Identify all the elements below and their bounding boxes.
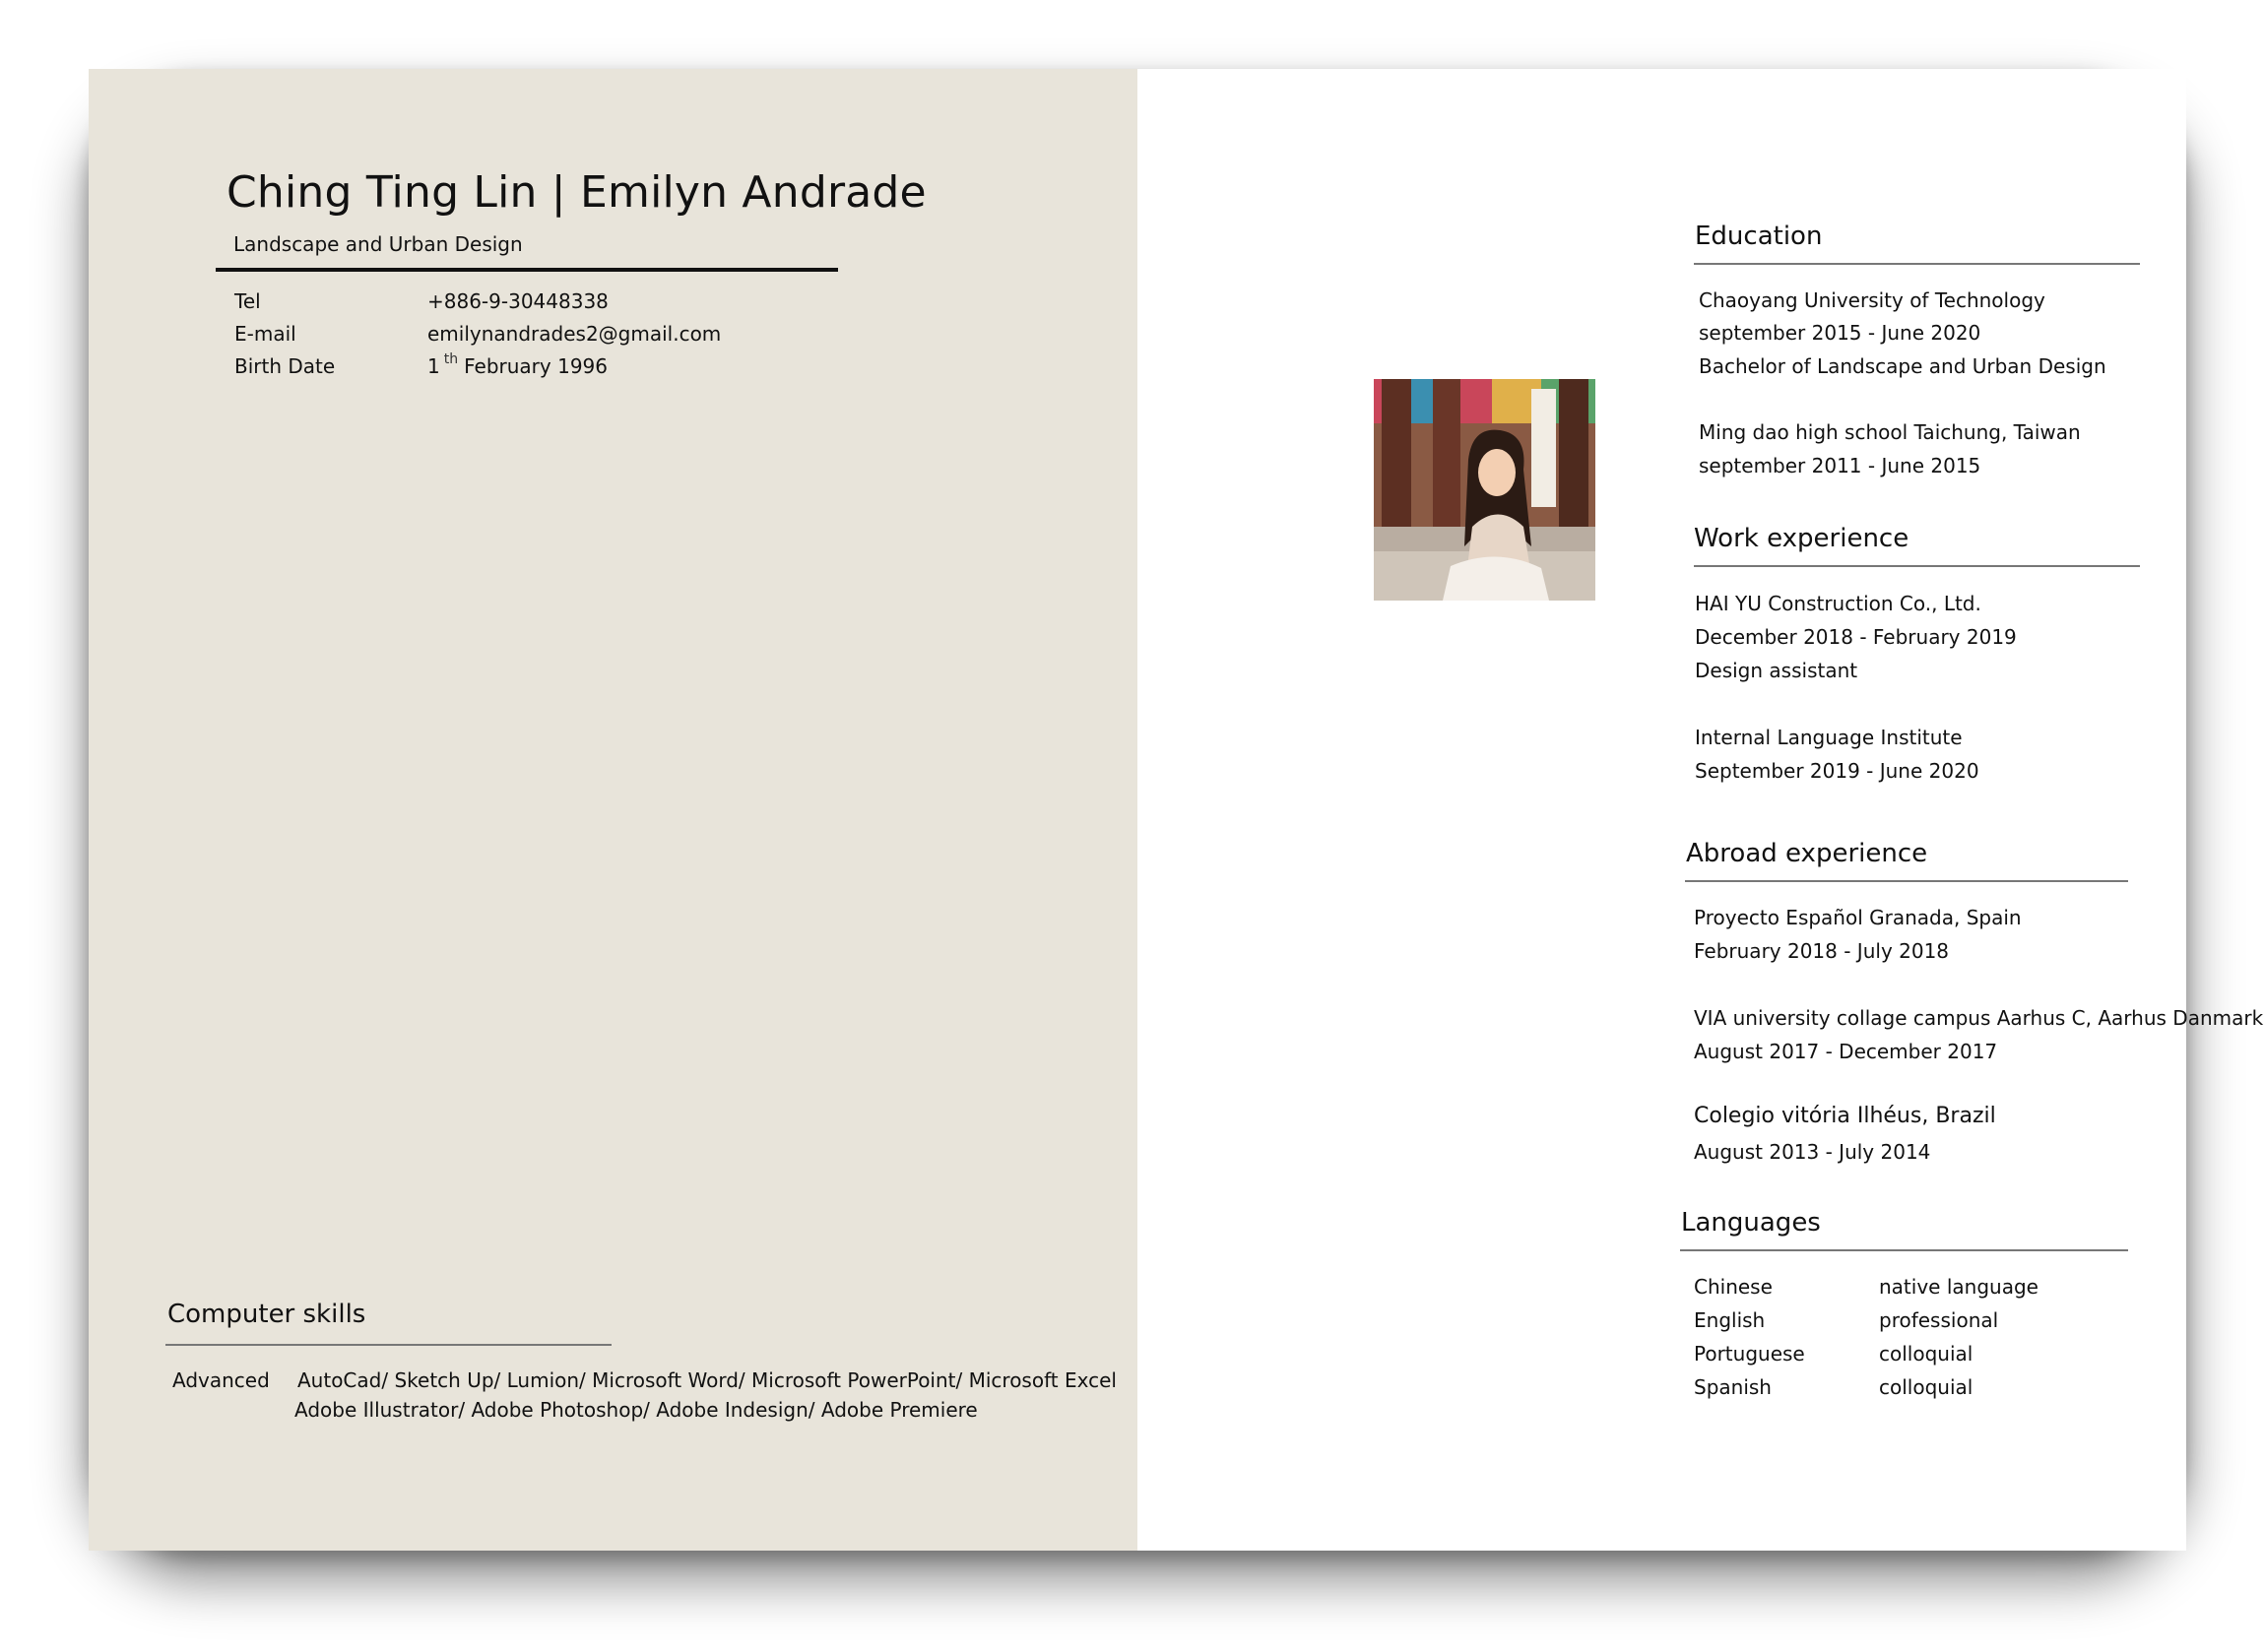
education-item: Bachelor of Landscape and Urban Design xyxy=(1699,354,2106,378)
contact-label-birth: Birth Date xyxy=(234,354,336,378)
education-rule xyxy=(1694,263,2140,265)
abroad-item: August 2017 - December 2017 xyxy=(1694,1040,1998,1063)
work-item: Internal Language Institute xyxy=(1695,726,1963,749)
abroad-title: Abroad experience xyxy=(1686,839,1928,868)
skills-level: Advanced xyxy=(172,1368,270,1392)
work-rule xyxy=(1694,565,2140,567)
birth-day-suffix: th xyxy=(443,351,459,367)
languages-rule xyxy=(1680,1249,2128,1251)
language-name: Portuguese xyxy=(1694,1342,1805,1366)
resume-card xyxy=(89,69,2264,1551)
education-item: Chaoyang University of Technology xyxy=(1699,288,2045,312)
abroad-rule xyxy=(1685,880,2128,882)
left-panel xyxy=(89,69,1137,1551)
work-item: December 2018 - February 2019 xyxy=(1695,625,2017,649)
contact-value-tel: +886-9-30448338 xyxy=(427,289,609,313)
profile-photo xyxy=(1374,379,1595,601)
skills-line-1: AutoCad/ Sketch Up/ Lumion/ Microsoft Word/ Microsoft PowerPoint/ Microsoft Excel xyxy=(297,1368,1117,1392)
work-item: HAI YU Construction Co., Ltd. xyxy=(1695,592,1981,615)
contact-value-birth xyxy=(427,351,608,378)
profile-photo-illustration xyxy=(1374,379,1595,601)
languages-title: Languages xyxy=(1681,1208,1821,1238)
language-name: Chinese xyxy=(1694,1275,1773,1299)
work-item: Design assistant xyxy=(1695,659,1858,682)
abroad-item: VIA university collage campus Aarhus C, Aarhus Danmark xyxy=(1694,1006,2264,1030)
abroad-item: February 2018 - July 2018 xyxy=(1694,939,1950,963)
right-panel xyxy=(1137,69,2264,1551)
language-name: Spanish xyxy=(1694,1375,1772,1399)
language-level: professional xyxy=(1879,1308,1999,1332)
contact-value-email: emilynandrades2@gmail.com xyxy=(427,322,722,346)
computer-skills-rule xyxy=(165,1344,612,1346)
header-divider xyxy=(216,268,838,272)
work-title: Work experience xyxy=(1694,524,1909,553)
education-item: september 2015 - June 2020 xyxy=(1699,321,1981,345)
birth-month-year: February 1996 xyxy=(464,354,608,378)
language-level: native language xyxy=(1879,1275,2038,1299)
resume-subtitle: Landscape and Urban Design xyxy=(233,232,523,256)
language-level: colloquial xyxy=(1879,1342,1974,1366)
contact-label-email: E-mail xyxy=(234,322,296,346)
education-item: september 2011 - June 2015 xyxy=(1699,454,1981,477)
resume-name: Ching Ting Lin | Emilyn Andrade xyxy=(226,167,927,218)
language-level: colloquial xyxy=(1879,1375,1974,1399)
education-title: Education xyxy=(1695,222,1823,251)
abroad-item: Colegio vitória Ilhéus, Brazil xyxy=(1694,1104,1996,1128)
computer-skills-title: Computer skills xyxy=(167,1300,366,1329)
language-name: English xyxy=(1694,1308,1766,1332)
abroad-item: August 2013 - July 2014 xyxy=(1694,1140,1931,1164)
abroad-item: Proyecto Español Granada, Spain xyxy=(1694,906,2022,929)
work-item: September 2019 - June 2020 xyxy=(1695,759,1979,783)
skills-line-2: Adobe Illustrator/ Adobe Photoshop/ Adobe Indesign/ Adobe Premiere xyxy=(294,1398,978,1422)
education-item: Ming dao high school Taichung, Taiwan xyxy=(1699,420,2081,444)
contact-label-tel: Tel xyxy=(234,289,261,313)
birth-day: 1 xyxy=(427,354,440,378)
